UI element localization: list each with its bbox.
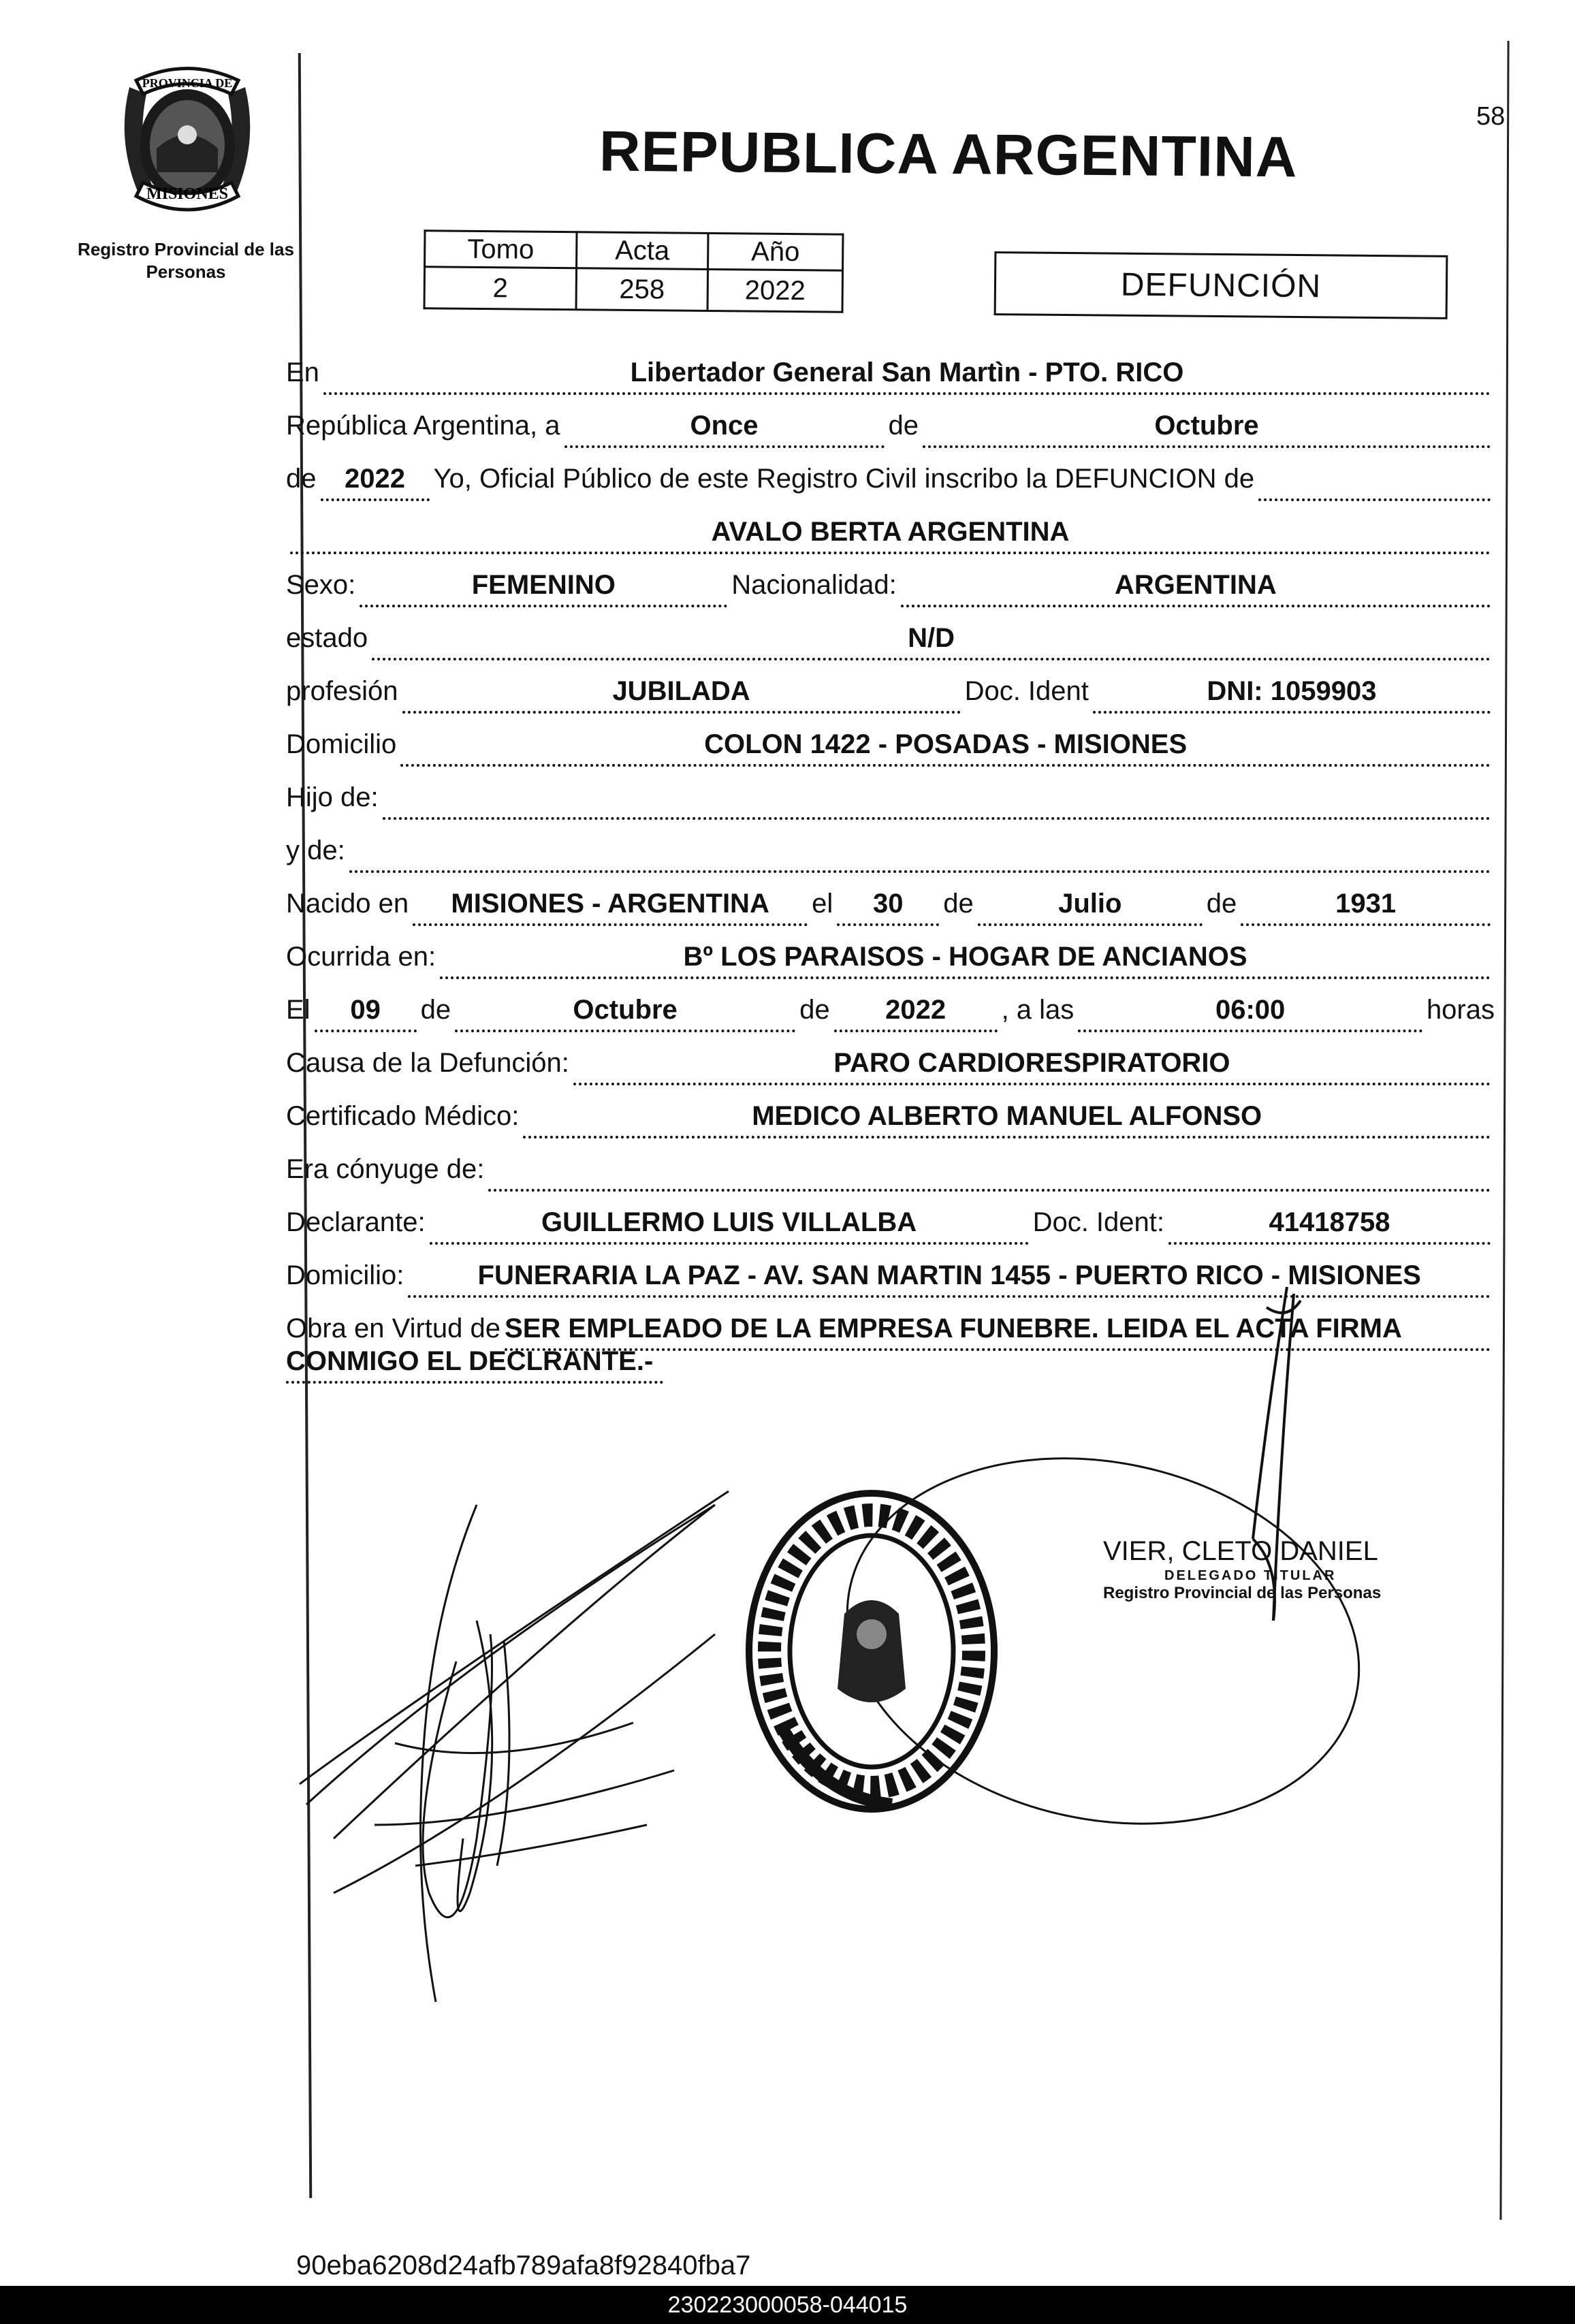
row-domicilio [286, 719, 1495, 767]
row-conyuge [286, 1144, 1495, 1192]
page-number: 58 [1476, 102, 1506, 131]
record-type: DEFUNCIÓN [1120, 266, 1322, 304]
cert-label: Certificado Médico: [286, 1101, 520, 1131]
domicilio2-value: FUNERARIA LA PAZ - AV. SAN MARTIN 1455 - PUERTO RICO - MISIONES [477, 1260, 1421, 1290]
record-table [424, 229, 844, 313]
nacido-label: Nacido en [286, 889, 409, 919]
record-value-anio: 2022 [707, 269, 843, 312]
domicilio-label: Domicilio [286, 729, 397, 759]
rep-label: República Argentina, a [286, 411, 560, 441]
day-field [564, 407, 885, 448]
de-label-2: de [286, 464, 317, 494]
de-label-3: de [943, 889, 974, 919]
row-en [286, 347, 1495, 395]
profesion-value: JUBILADA [612, 676, 750, 706]
yde-field [349, 832, 1491, 873]
hijo-label: Hijo de: [286, 782, 379, 812]
profesion-label: profesión [286, 676, 398, 706]
death-day: 09 [350, 995, 381, 1025]
estado-value: N/D [908, 623, 955, 653]
nacido-value: MISIONES - ARGENTINA [451, 889, 769, 919]
doc2-label: Doc. Ident: [1032, 1207, 1164, 1237]
record-header-tomo: Tomo [425, 231, 577, 268]
doc2-field [1168, 1204, 1491, 1245]
birth-year-field [1241, 885, 1491, 926]
nacionalidad-value: ARGENTINA [1114, 570, 1277, 600]
declarante-label: Declarante: [286, 1207, 426, 1237]
domicilio2-field [408, 1257, 1491, 1298]
declarante-value: GUILLERMO LUIS VILLALBA [541, 1207, 917, 1237]
conyuge-label: Era cónyuge de: [286, 1154, 485, 1184]
domicilio2-label: Domicilio: [286, 1260, 404, 1290]
footer-code: 230223000058-044015 [667, 2291, 908, 2318]
alas-label: , a las [1001, 995, 1075, 1025]
name-value: AVALO BERTA ARGENTINA [711, 517, 1070, 547]
declarant-signature [293, 1484, 756, 2029]
birth-month: Julio [1058, 889, 1122, 919]
death-time-field [1078, 991, 1422, 1032]
birth-year: 1931 [1335, 889, 1397, 919]
en-field [323, 354, 1491, 395]
obra-value-1: SER EMPLEADO DE LA EMPRESA FUNEBRE. LEIDA EL ACTA FIRMA [505, 1314, 1402, 1343]
record-value-tomo: 2 [424, 267, 577, 310]
doc-label: Doc. Ident [964, 676, 1089, 706]
oficial-trailing-field [1258, 460, 1491, 501]
document-hash: 90eba6208d24afb789afa8f92840fba7 [296, 2250, 751, 2280]
officer-org: Registro Provincial de las Personas [1103, 1584, 1382, 1602]
oficial-text: Yo, Oficial Público de este Registro Civil inscribo la DEFUNCION de [433, 464, 1255, 494]
row-estado [286, 613, 1495, 660]
official-seal [742, 1484, 1001, 1818]
death-month-field [455, 991, 795, 1032]
obra-label: Obra en Virtud de [286, 1314, 501, 1343]
row-causa [286, 1038, 1495, 1085]
domicilio-value: COLON 1422 - POSADAS - MISIONES [704, 729, 1188, 759]
row-hijo [286, 772, 1495, 820]
en-value: Libertador General San Martìn - PTO. RICO [630, 357, 1184, 387]
death-month: Octubre [573, 995, 678, 1025]
death-year-field [834, 991, 998, 1032]
birth-month-field [978, 885, 1203, 926]
record-header-acta: Acta [577, 232, 708, 270]
emblem-bottom-text: MISIONES [146, 185, 229, 203]
row-name [286, 507, 1495, 554]
year-value: 2022 [345, 464, 405, 494]
nacido-field [413, 885, 808, 926]
de-label-6: de [799, 995, 830, 1025]
birth-day-field [837, 885, 939, 926]
nacionalidad-field [901, 567, 1491, 607]
estado-label: estado [286, 623, 368, 653]
El-label: El [286, 995, 311, 1025]
row-declarante [286, 1197, 1495, 1245]
doc-value: DNI: 1059903 [1207, 676, 1377, 706]
emblem-top-text: PROVINCIA DE [142, 76, 233, 90]
birth-day: 30 [873, 889, 904, 919]
causa-label: Causa de la Defunción: [286, 1048, 569, 1078]
domicilio-field [400, 726, 1491, 767]
causa-value: PARO CARDIORESPIRATORIO [833, 1048, 1230, 1078]
row-death-date [286, 985, 1495, 1032]
month-field [923, 407, 1491, 448]
de-label-5: de [420, 995, 451, 1025]
right-margin-rule [1499, 41, 1509, 2220]
obra-field-2 [286, 1343, 663, 1384]
horas-label: horas [1426, 995, 1495, 1025]
cert-field [523, 1098, 1491, 1139]
causa-field [573, 1045, 1491, 1085]
obra-value-2: CONMIGO EL DECLRANTE.- [286, 1346, 654, 1376]
row-fecha [286, 400, 1495, 448]
row-obra-2 [286, 1336, 667, 1384]
misiones-emblem [109, 60, 266, 217]
record-type-box [994, 251, 1448, 319]
estado-field [372, 620, 1491, 660]
row-ocurrida [286, 932, 1495, 979]
de-label-4: de [1206, 889, 1237, 919]
doc2-value: 41418758 [1269, 1207, 1390, 1237]
month-value: Octubre [1154, 411, 1259, 441]
declarante-field [430, 1204, 1029, 1245]
officer-signature [1239, 1280, 1321, 1634]
footer-bar [0, 2286, 1575, 2324]
day-value: Once [690, 411, 759, 441]
profesion-field [402, 673, 961, 714]
sexo-value: FEMENINO [471, 570, 616, 600]
record-header-anio: Año [708, 233, 843, 270]
conyuge-field [488, 1151, 1491, 1192]
doc-field [1093, 673, 1491, 714]
row-certificado [286, 1091, 1495, 1139]
row-profesion [286, 666, 1495, 714]
ocurrida-value: Bº LOS PARAISOS - HOGAR DE ANCIANOS [683, 942, 1247, 972]
cert-value: MEDICO ALBERTO MANUEL ALFONSO [752, 1101, 1262, 1131]
row-sexo [286, 560, 1495, 607]
record-value-acta: 258 [576, 268, 708, 311]
officer-name: VIER, CLETO DANIEL [1103, 1536, 1378, 1566]
yde-label: y de: [286, 835, 345, 865]
death-time: 06:00 [1215, 995, 1286, 1025]
ocurrida-field [440, 938, 1491, 979]
de-label-1: de [888, 411, 919, 441]
death-day-field [315, 991, 417, 1032]
death-year: 2022 [885, 995, 946, 1025]
nacionalidad-label: Nacionalidad: [731, 570, 897, 600]
sexo-label: Sexo: [286, 570, 356, 600]
en-label: En [286, 357, 319, 387]
row-oficial [286, 453, 1495, 501]
page-title: REPUBLICA ARGENTINA [599, 118, 1298, 189]
el-label: el [812, 889, 833, 919]
officer-role: DELEGADO TITULAR [1164, 1568, 1337, 1583]
sexo-field [360, 567, 727, 607]
year-field [321, 460, 430, 501]
name-field [290, 513, 1491, 554]
registry-name: Registro Provincial de las Personas [78, 239, 294, 282]
row-yde [286, 825, 1495, 873]
ocurrida-label: Ocurrida en: [286, 942, 436, 972]
hijo-field [383, 779, 1491, 820]
row-nacido [286, 878, 1495, 926]
